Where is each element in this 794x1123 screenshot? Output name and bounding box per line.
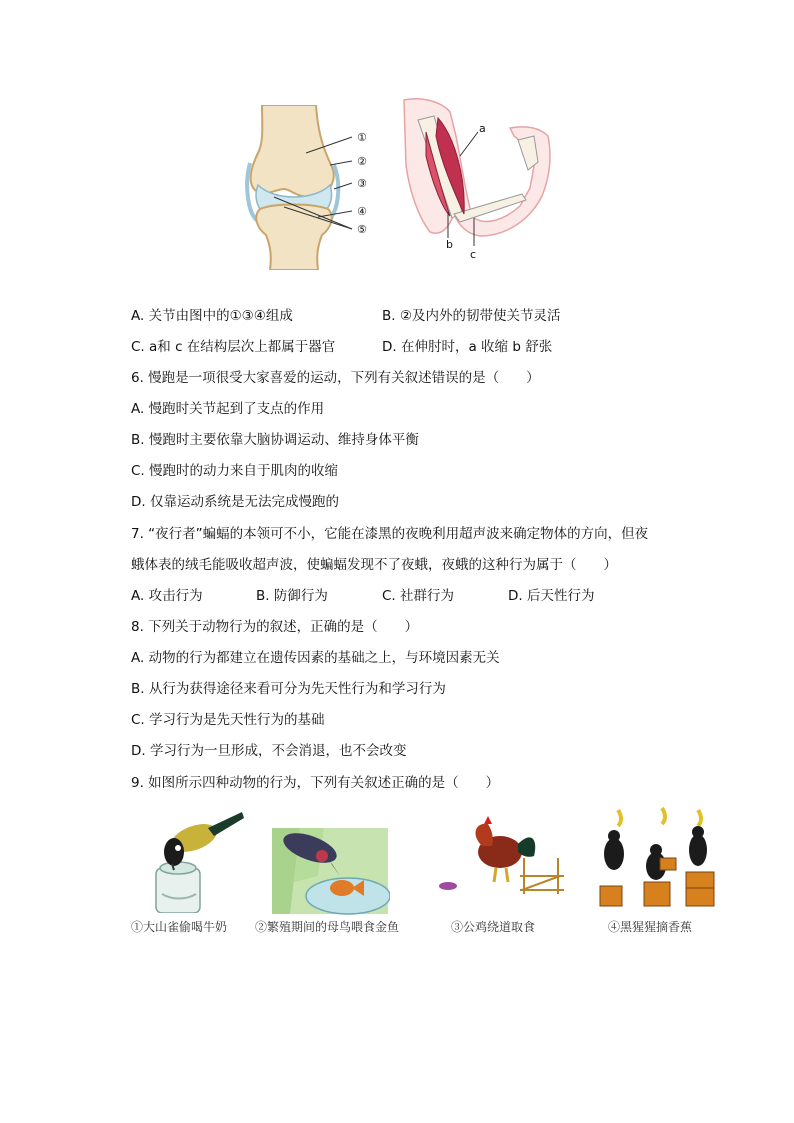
joint-label-5: ⑤ bbox=[357, 223, 367, 236]
chimpanzee-bananas-image bbox=[598, 806, 724, 910]
bird-feeding-goldfish-image bbox=[270, 826, 390, 916]
knee-joint-diagram bbox=[244, 105, 384, 270]
q7-option-b: B. 防御行为 bbox=[256, 588, 328, 604]
q9-caption-3: ③公鸡绕道取食 bbox=[451, 920, 536, 934]
q9-stem: 9. 如图所示四种动物的行为，下列有关叙述正确的是（ ） bbox=[131, 775, 500, 791]
q5-option-c: C. a和 c 在结构层次上都属于器官 bbox=[131, 339, 336, 355]
arm-label-c: c bbox=[470, 248, 477, 261]
q5-option-a: A. 关节由图中的①③④组成 bbox=[131, 308, 293, 324]
joint-label-4: ④ bbox=[357, 205, 367, 218]
q7-option-d: D. 后天性行为 bbox=[508, 588, 595, 604]
joint-label-3: ③ bbox=[357, 177, 367, 190]
rooster-detour-image bbox=[436, 816, 566, 896]
q9-caption-1: ①大山雀偷喝牛奶 bbox=[131, 920, 228, 934]
q6-option-a: A. 慢跑时关节起到了支点的作用 bbox=[131, 401, 325, 417]
q8-option-a: A. 动物的行为都建立在遗传因素的基础之上，与环境因素无关 bbox=[131, 650, 500, 666]
q6-option-c: C. 慢跑时的动力来自于肌肉的收缩 bbox=[131, 463, 339, 479]
joint-label-1: ① bbox=[357, 131, 367, 144]
q7-option-c: C. 社群行为 bbox=[382, 588, 455, 604]
arm-label-b: b bbox=[446, 238, 453, 251]
q7-stem-line1: 7. “夜行者”蝙蝠的本领可不小，它能在漆黑的夜晚利用超声波来确定物体的方向，但夜 bbox=[131, 526, 649, 542]
q8-stem: 8. 下列关于动物行为的叙述，正确的是（ ） bbox=[131, 619, 419, 635]
q8-option-c: C. 学习行为是先天性行为的基础 bbox=[131, 712, 325, 728]
q9-caption-4: ④黑猩猩摘香蕉 bbox=[608, 920, 693, 934]
q5-option-b: B. ②及内外的韧带使关节灵活 bbox=[382, 308, 561, 324]
tit-drinking-milk-image bbox=[148, 808, 248, 913]
arm-label-a: a bbox=[479, 122, 486, 135]
q6-stem: 6. 慢跑是一项很受大家喜爱的运动，下列有关叙述错误的是（ ） bbox=[131, 370, 540, 386]
q7-stem-line2: 蛾体表的绒毛能吸收超声波，使蝙蝠发现不了夜蛾，夜蛾的这种行为属于（ ） bbox=[131, 557, 617, 573]
q9-caption-2: ②繁殖期间的母鸟喂食金鱼 bbox=[255, 920, 400, 934]
arm-muscle-diagram bbox=[402, 96, 552, 264]
q5-option-d: D. 在伸肘时，a 收缩 b 舒张 bbox=[382, 339, 553, 355]
q7-option-a: A. 攻击行为 bbox=[131, 588, 203, 604]
q8-option-d: D. 学习行为一旦形成，不会消退，也不会改变 bbox=[131, 743, 407, 759]
q6-option-d: D. 仅靠运动系统是无法完成慢跑的 bbox=[131, 494, 339, 510]
q6-option-b: B. 慢跑时主要依靠大脑协调运动、维持身体平衡 bbox=[131, 432, 419, 448]
joint-label-2: ② bbox=[357, 155, 367, 168]
q8-option-b: B. 从行为获得途径来看可分为先天性行为和学习行为 bbox=[131, 681, 446, 697]
